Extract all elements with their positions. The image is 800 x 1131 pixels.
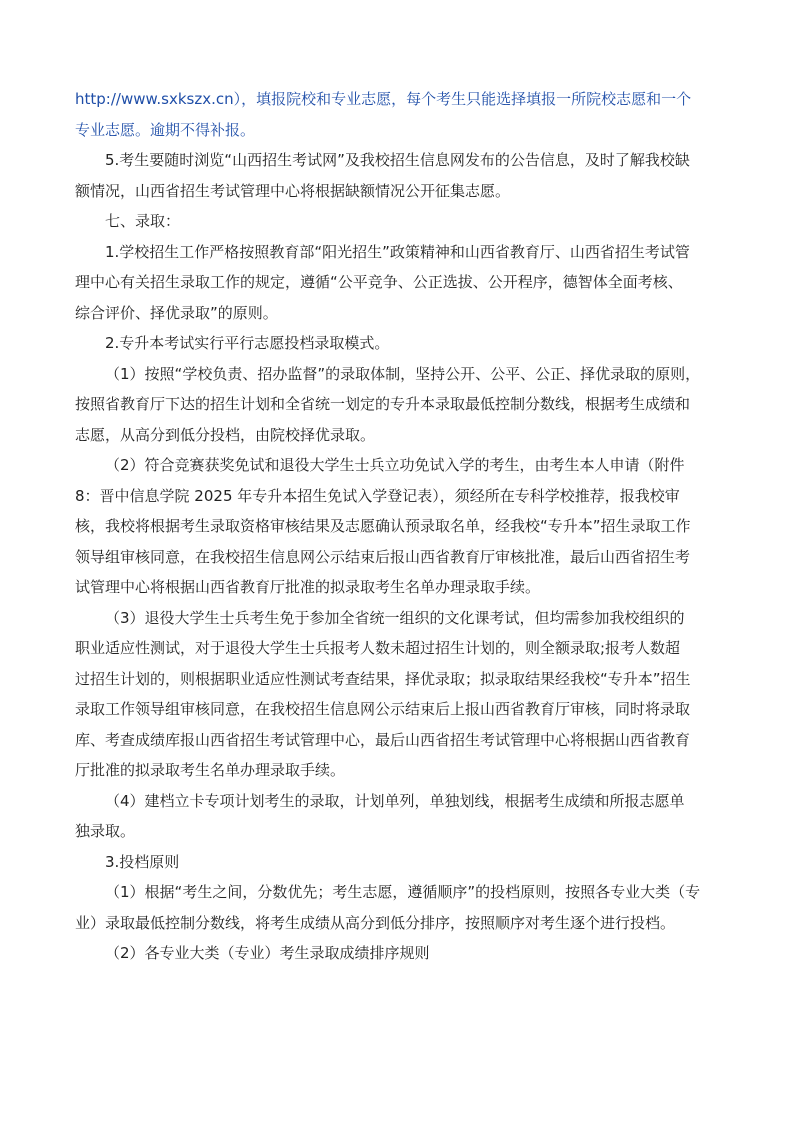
paragraph-rule-2: （2）符合竞赛获奖免试和退役大学生士兵立功免试入学的考生，由考生本人申请（附件 8：晋中信息学院 2025 年专升本招生免试入学登记表），须经所在专科学校推荐，报我校审 核，我校将根据考生录取资格审核结果及志愿确认预录取名单，经我校“专升本”招生录取工作 领导组审核同意，在我校招生信息网公示结束后报山西省教育厅审核批准，最后山西省招生考 试管理中心将根据山西省教育厅批准的拟录取考生名单办理录取手续。 xyxy=(75,456,691,596)
paragraph-rule-1: （1）按照“学校负责、招办监督”的录取体制，坚持公开、公平、公正、择优录取的原则， 按照省教育厅下达的招生计划和全省统一划定的专升本录取最低控制分数线，根据考生成绩和 志愿，从高分到低分投档，由院校择优录取。 xyxy=(75,364,701,444)
subheading-filing-principle: 3.投档原则 xyxy=(105,852,180,871)
document-body xyxy=(75,84,726,969)
paragraph-admission-principle: 1.学校招生工作严格按照教育部“阳光招生”政策精神和山西省教育厅、山西省招生考试管 理中心有关招生录取工作的规定，遵循“公平竞争、公正选拔、公开程序，德智体全面考核、 综合评价、择优录取”的原则。 xyxy=(75,242,690,322)
section-heading-admission: 七、录取： xyxy=(105,212,181,230)
paragraph-filing-2: （2）各专业大类（专业）考生录取成绩排序规则 xyxy=(105,944,430,962)
paragraph-parallel-mode: 2.专升本考试实行平行志愿投档录取模式。 xyxy=(105,334,390,352)
paragraph-rule-4: （4）建档立卡专项计划考生的录取，计划单列，单独划线，根据考生成绩和所报志愿单 独录取。 xyxy=(75,791,685,840)
paragraph-website-notice: http://www.sxkszx.cn），填报院校和专业志愿，每个考生只能选择填报一所院校志愿和一个 专业志愿。逾期不得补报。 xyxy=(75,90,692,139)
paragraph-rule-3: （3）退役大学生士兵考生免于参加全省统一组织的文化课考试，但均需参加我校组织的 职业适应性测试，对于退役大学生士兵报考人数未超过招生计划的，则全额录取;报考人数超 过招生计划的，则根据职业适应性测试考查结果，择优录取；拟录取结果经我校“专升本”招生 录取工作领导组审核同意，在我校招生信息网公示结束后上报山西省教育厅审核，同时将录取 库、考查成绩库报山西省招生考试管理中心，最后山西省招生考试管理中心将根据山西省教育 厅批准的拟录取考生名单办理录取手续。 xyxy=(75,608,691,779)
paragraph-filing-1: （1）根据“考生之间，分数优先；考生志愿，遵循顺序”的投档原则，按照各专业大类（专 业）录取最低控制分数线，将考生成绩从高分到低分排序，按照顺序对考生逐个进行投档。 xyxy=(75,883,701,932)
paragraph-vacancy-info: 5.考生要随时浏览“山西招生考试网”及我校招生信息网发布的公告信息，及时了解我校缺 额情况，山西省招生考试管理中心将根据缺额情况公开征集志愿。 xyxy=(75,151,690,200)
